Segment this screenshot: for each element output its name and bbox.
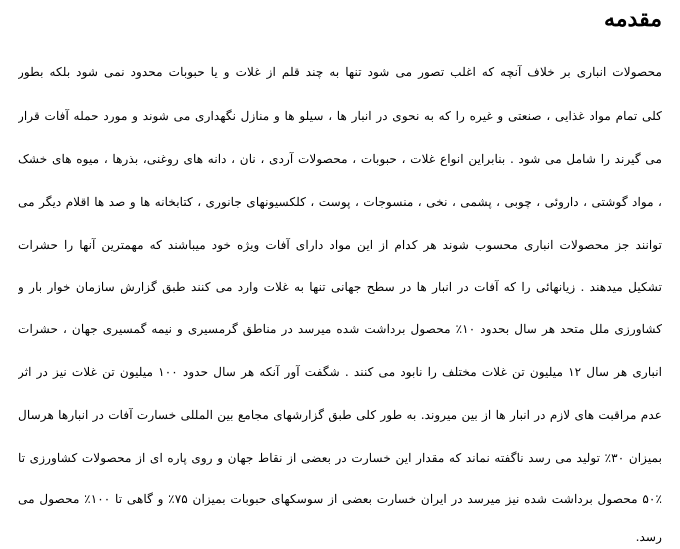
paragraph-line: انباری هر سال ۱۲ میلیون تن غلات مختلف را نابود می کنند . شگفت آور آنکه هر سال حدود ۱۰۰ میلیون تن غلات نیز در اثر	[18, 365, 662, 379]
section-heading: مقدمه	[603, 6, 662, 32]
paragraph-line: بمیزان ۳۰٪ تولید می رسد ناگفته نماند که مقدار این خسارت در بعضی از نقاط جهان و روی پاره ای از محصولات کشاورزی تا	[18, 451, 662, 465]
paragraph-line: توانند جز محصولات انباری محسوب شوند هر کدام از این مواد دارای آفات ویژه خود میباشند که مهمترین آنها را حشرات	[18, 238, 662, 252]
paragraph-line: تشکیل میدهند . زیانهائی را که آفات در انبار ها در سطح جهانی تنها به غلات وارد می کنند طبق گزارش سازمان خوار بار و	[18, 280, 662, 294]
paragraph-line: کشاورزی ملل متحد هر سال بحدود ۱۰٪ محصول برداشت شده میرسد در مناطق گرمسیری و نیمه گمسیری جهان ، حشرات	[18, 322, 662, 336]
paragraph-line: عدم مراقبت های لازم در انبار ها از بین میروند. به طور کلی طبق گزارشهای مجامع بین المللی خسارت آفات در انبارها هرسال	[18, 408, 662, 422]
paragraph-line: محصولات انباری بر خلاف آنچه که اغلب تصور می شود تنها به چند قلم از غلات و یا حبوبات محدود نمی شود بلکه بطور	[18, 65, 662, 79]
paragraph-line: کلی تمام مواد غذایی ، صنعتی و غیره را که به نحوی در انبار ها ، سیلو ها و منازل نگهداری می شوند و مورد حمله آفات قرار	[18, 109, 662, 123]
paragraph-line: می گیرند را شامل می شود . بنابراین انواع غلات ، حبوبات ، محصولات آردی ، نان ، دانه های روغنی، بذرها ، میوه های خشک	[18, 152, 662, 166]
paragraph-line: ، مواد گوشتی ، داروئی ، چوبی ، پشمی ، نخی ، منسوجات ، پوست ، کلکسیونهای جانوری ، کتابخانه ها و صد ها اقلام دیگر می	[18, 195, 662, 209]
paragraph-line: ۵۰٪ محصول برداشت شده نیز میرسد در ایران خسارت بعضی از سوسکهای حبوبات بمیزان ۷۵٪ و گاهی تا ۱۰۰٪ محصول می	[18, 492, 662, 506]
paragraph-line-last: رسد.	[635, 530, 662, 544]
